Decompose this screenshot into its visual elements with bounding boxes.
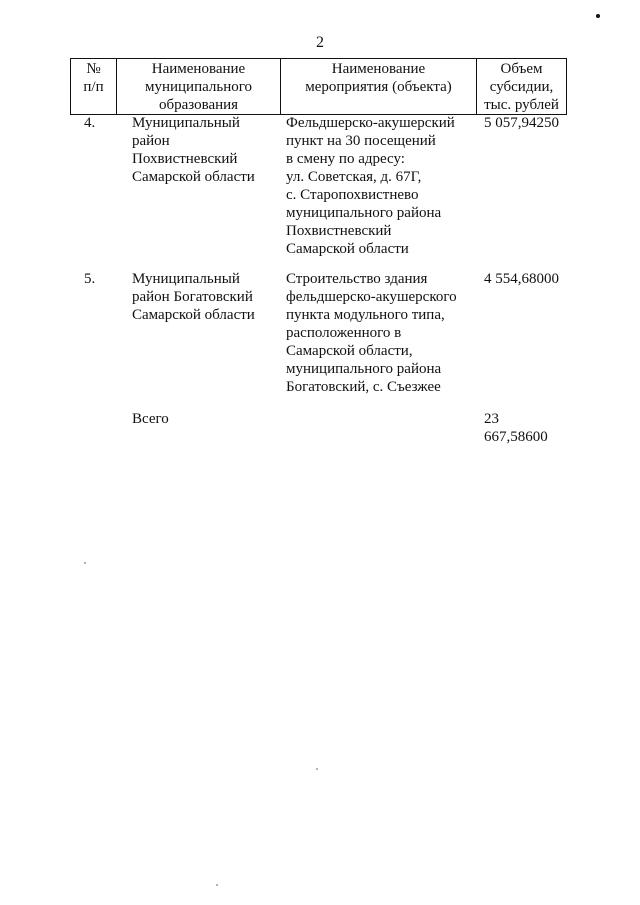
header-amount: Объем субсидии, тыс. рублей (477, 59, 567, 115)
corner-mark (596, 14, 600, 18)
municipality-cell: Муниципальный район Похвистневский Самарской области (132, 115, 255, 185)
header-event: Наименование мероприятия (объекта) (281, 59, 477, 115)
total-amount: 23 667,58600 (484, 411, 548, 445)
municipality-cell: Муниципальный район Богатовский Самарской области (132, 271, 255, 323)
event-cell: Фельдшерско-акушерский пункт на 30 посещений в смену по адресу: ул. Советская, д. 67Г, с. Старопохвистнево муниципального района Похвистневский Самарской области (286, 115, 455, 257)
total-label: Всего (132, 411, 169, 427)
table-header (70, 58, 567, 115)
scan-speck (84, 562, 86, 564)
page-number: 2 (316, 34, 324, 51)
scan-speck (216, 884, 218, 886)
amount-cell: 5 057,94250 (484, 115, 559, 131)
row-number: 4. (84, 115, 96, 131)
row-number: 5. (84, 271, 96, 287)
amount-cell: 4 554,68000 (484, 271, 559, 287)
header-num: № п/п (71, 59, 117, 115)
event-cell: Строительство здания фельдшерско-акушерского пункта модульного типа, расположенного в Самарской области, муниципального района Богатовский, с. Съезжее (286, 271, 457, 395)
scan-speck (316, 768, 318, 770)
header-municipality: Наименование муниципального образования (117, 59, 281, 115)
